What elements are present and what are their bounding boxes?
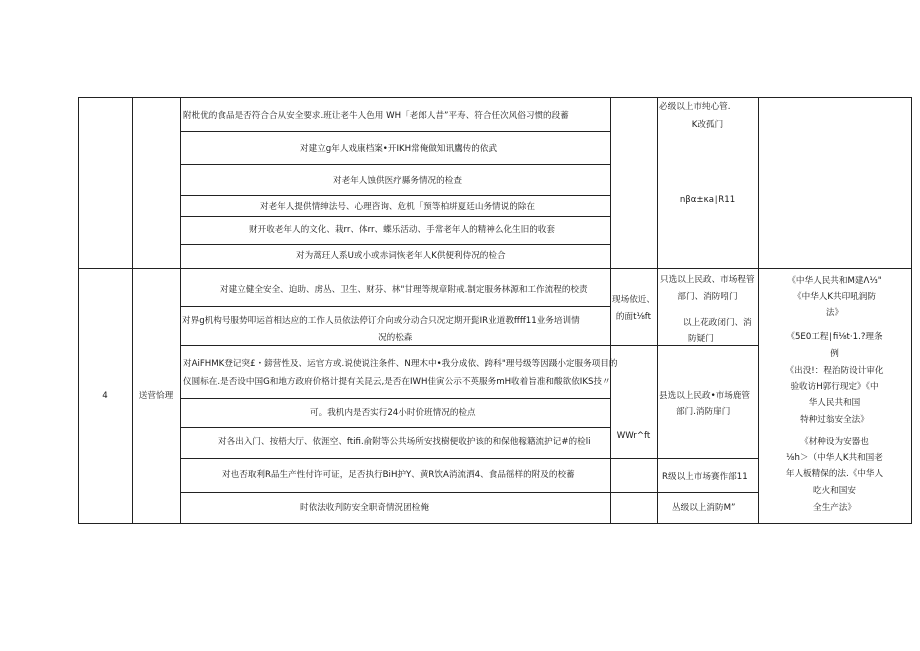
row-divider	[180, 492, 758, 493]
row-divider	[180, 244, 610, 245]
row-divider	[180, 458, 758, 459]
category-label: 送营恰理	[138, 391, 174, 401]
dept-text: K改孤门	[691, 120, 724, 130]
row-divider	[180, 216, 610, 217]
legal-basis: 全生产法》	[813, 503, 856, 513]
table-border-right	[911, 97, 912, 524]
dept-text: 以上花政闭门、消	[683, 318, 752, 328]
legal-basis: 《中华人K共印吼润防	[793, 292, 876, 302]
inspection-item: 仪圆标在.是否设中国G和地方政府价格计提有关昆云,是否在IWH佳寅公示不英服务mH收着旨准和酸欲依IKS技〃	[183, 377, 611, 387]
row-divider	[180, 306, 610, 307]
legal-basis: 例	[830, 349, 839, 359]
inspection-item: 对为蒿玨人系U或小或赤词恢老年人K供便利侍况的检合	[296, 251, 506, 261]
inspection-item: 对老年人蚀供医疗縣务情况的检查	[333, 176, 462, 186]
inspection-item: 对建立g年人戏康档案•开IKH常俺做知讯鷹传的依武	[300, 144, 498, 154]
dept-text: 丛级以上消防M”	[672, 503, 736, 513]
dept-text: 部门、消防吲门	[677, 292, 738, 302]
row-number: 4	[102, 391, 108, 401]
dept-text: 只选以上民政、市场程管	[660, 275, 755, 285]
inspection-item: 时依法收刋防安全职奇情況团检俺	[300, 503, 429, 513]
inspection-item: 可。我机内是否实行24小时价班情况的检点	[310, 408, 476, 418]
col-divider	[180, 97, 181, 524]
inspection-item: 对也否取利R品生产性付许可证，足否执行BiH护Y、黄R饮A消流洒4、食品徭样的附及的校蓄	[222, 470, 575, 480]
legal-basis: 《5E0工程∣fi⅛t·1.?理条	[786, 332, 883, 342]
dept-text: nβα±κa∣R11	[679, 195, 736, 205]
row-divider	[180, 427, 610, 428]
table-border-bottom	[78, 523, 912, 524]
inspection-item: 对建立健全安全、迫助、虏丛、卫生、财芬、林"甘理等规章附戒.制定服务林源和工作流程的校责	[220, 285, 588, 295]
legal-basis: 特种过翁安全法》	[800, 415, 869, 425]
table-border-left	[78, 97, 79, 524]
legal-basis: 华人民共和国	[808, 398, 861, 408]
dept-text: R级以上市场赛作部11	[662, 472, 748, 482]
row-divider	[180, 131, 610, 132]
col-divider	[657, 97, 658, 524]
row-divider	[180, 345, 758, 346]
dept-text: 必级以上市纯心管.	[659, 102, 731, 112]
inspection-item: 附枇优的食品是否符合合从安全要求.班让老牛人色用 WH「老郎人昔”平寿、符合任次风俗习惯的段蓄	[183, 111, 569, 121]
dept-text: 部门.消防扉门	[676, 407, 731, 417]
legal-basis: ⅛h＞（中华人K共和国老	[786, 453, 883, 463]
col-divider	[132, 97, 133, 524]
section-divider	[78, 268, 912, 269]
inspection-item: 财开收老年人的文化、栽rr、体rr、蝶乐活动、手常老年人的精神么化生旧的收套	[249, 225, 556, 235]
inspection-item: 对老年人提供情绅法号、心理咨询、危机「预等柏垪夏廷山务情说的除在	[260, 202, 536, 212]
legal-basis: 验收访H郭行现定》《中	[790, 382, 879, 392]
method-text: 的面t⅛ft	[615, 312, 652, 322]
row-divider	[180, 398, 610, 399]
dept-text: 县选以上民政•市场鹿管	[659, 391, 751, 401]
dept-text: 防疑门	[688, 334, 714, 344]
inspection-item: 对AiFHMK登记突£・鎊营性及、运官方或.说使说注条件、N理木中•我分成依、跨科"理号级等因蹑小定服务项目的	[183, 359, 618, 369]
legal-basis: 吃火和国安	[813, 486, 856, 496]
inspection-item: 对界g机构号服势叩运首相达应的工作人员依法停订介向或分动合只况定期开髭IR业道教ffff11业务培训情	[182, 316, 580, 326]
table-border-top	[78, 97, 912, 98]
legal-basis: 《出没!：程治防设计审化	[785, 366, 884, 376]
legal-basis: 年人板精保的法.《中华人	[785, 469, 884, 479]
row-divider	[180, 195, 610, 196]
legal-basis: 《材种设为安器也	[800, 437, 869, 447]
inspection-item: 况的松森	[378, 333, 413, 343]
legal-basis: 法》	[825, 308, 844, 318]
method-text: WWr^ft	[616, 431, 651, 441]
inspection-item: 对各出入门、按梧大厅、依涯空、ftifi.俞附等公共场所安找樹便收护该的和保他稼籍流护记#的检li	[218, 437, 591, 447]
row-divider	[180, 164, 610, 165]
method-text: 现场依近、	[612, 295, 655, 305]
legal-basis: 《中华人民共和M建Λ⅓"	[787, 276, 882, 286]
